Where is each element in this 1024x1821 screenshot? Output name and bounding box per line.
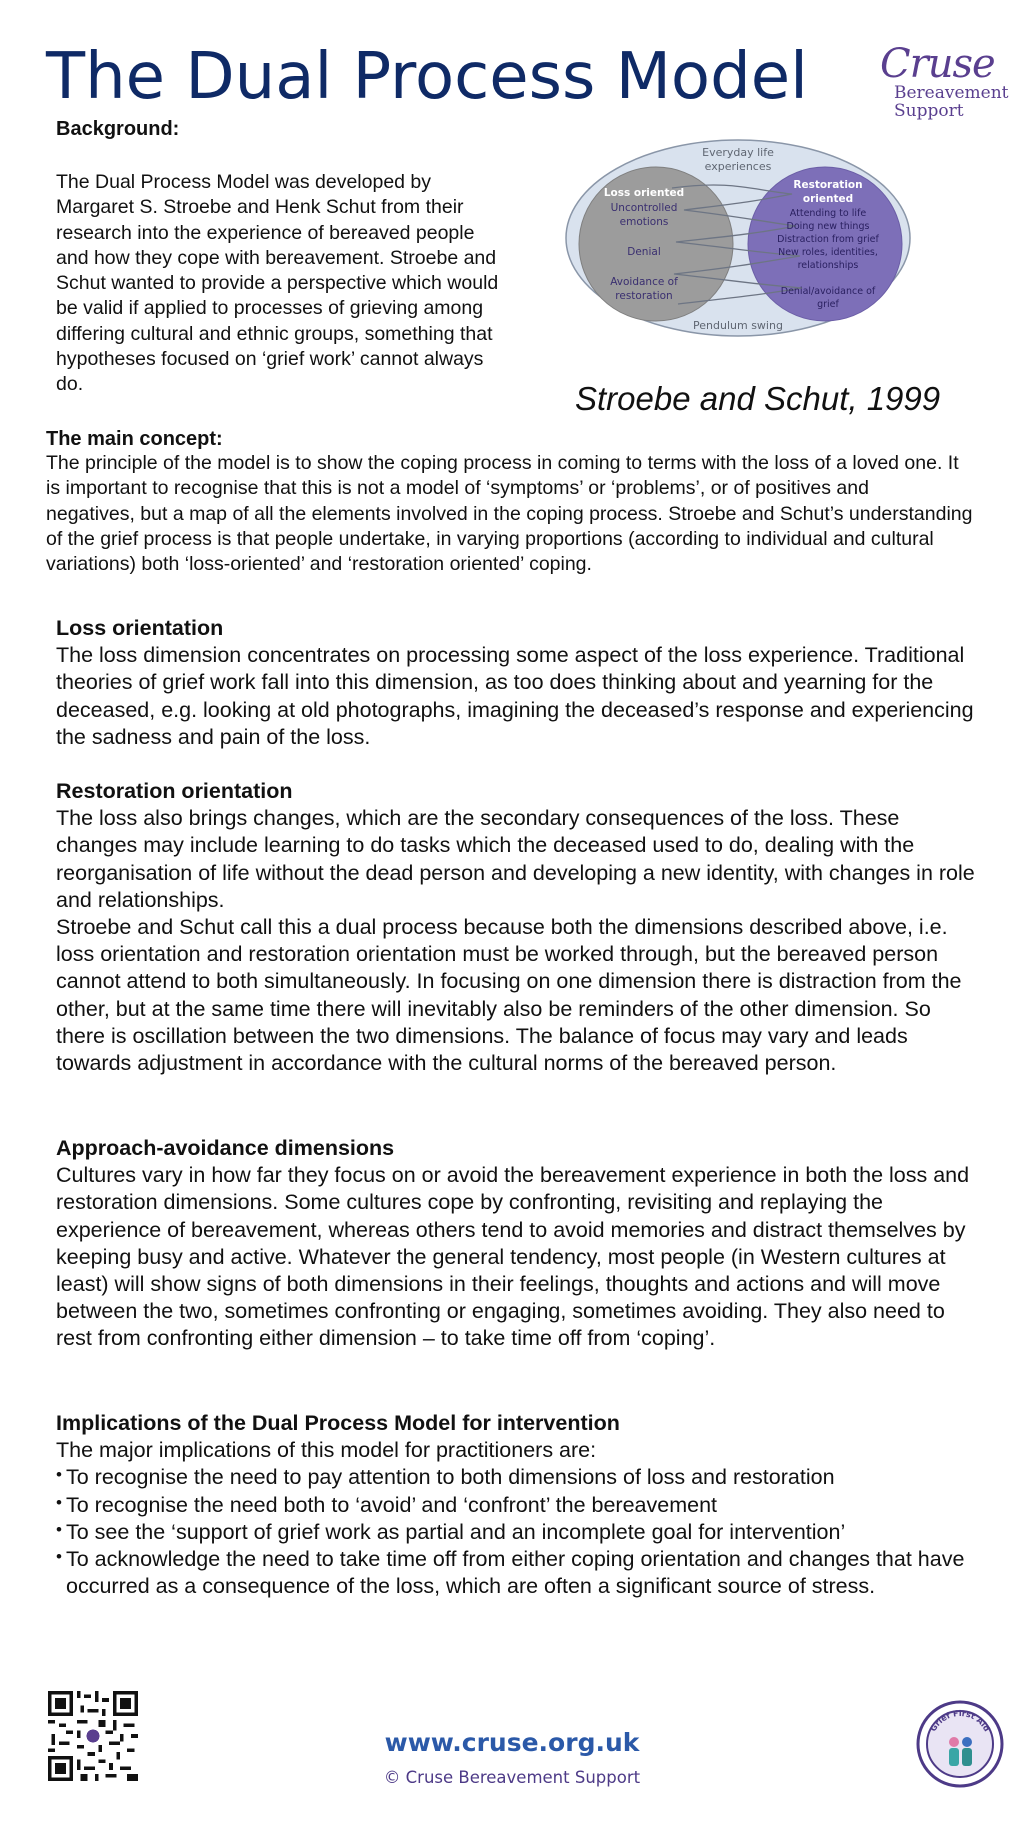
dual-process-diagram (562, 136, 914, 340)
implications-list (56, 1464, 976, 1600)
implication-item: • To acknowledge the need to take time off from either coping orientation and changes that have occurred as a consequence of the loss, which are often a significant source of stress. (56, 1546, 976, 1600)
loss-orientation-heading: Loss orientation (56, 616, 224, 640)
restoration-orientation-heading: Restoration orientation (56, 779, 293, 803)
restoration-label-5: New roles, identities, (778, 247, 878, 258)
implication-item: • To recognise the need both to ‘avoid’ and ‘confront’ the bereavement (56, 1492, 976, 1519)
background-heading: Background: (56, 118, 180, 140)
main-concept-text (46, 451, 976, 577)
loss-orientation-section (56, 615, 976, 751)
restoration-label-0: Restoration (793, 179, 863, 191)
cruse-logo (880, 41, 1009, 128)
logo-brand: Cruse (880, 41, 995, 87)
main-concept-heading: The main concept: (46, 428, 223, 450)
diagram-bottom-label: Pendulum swing (693, 319, 783, 332)
restoration-label-4: Distraction from grief (777, 234, 879, 245)
main-concept-paragraph-1: The principle of the model is to show the coping process in coming to terms with the loss of a loved one. It is important to recognise that this is not a model of ‘symptoms’ or ‘problems’, or of positives and (46, 452, 959, 500)
restoration-label-1: oriented (802, 193, 854, 205)
restoration-label-2: Attending to life (789, 208, 867, 219)
approach-avoidance-section (56, 1135, 976, 1353)
diagram-caption: Stroebe and Schut, 1999 (575, 380, 941, 417)
restoration-label-8: grief (817, 299, 839, 310)
implication-item: • To see the ‘support of grief work as partial and an incomplete goal for intervention’ (56, 1519, 976, 1546)
restoration-label-6: relationships (797, 260, 859, 271)
website-link[interactable]: www.cruse.org.uk (384, 1728, 640, 1757)
diagram-top-label-2: experiences (704, 160, 772, 173)
restoration-label-3: Doing new things (786, 221, 870, 232)
copyright-text: © Cruse Bereavement Support (383, 1768, 641, 1787)
logo-line1: Bereavement (894, 83, 1009, 103)
grief-first-aid-badge-icon (916, 1700, 1004, 1788)
loss-label-3: Denial (627, 246, 661, 258)
diagram-top-label-1: Everyday life (702, 146, 774, 159)
approach-avoidance-text: Cultures vary in how far they focus on or avoid the bereavement experience in both the loss and restoration dimensions. Some cultures cope by confronting, revisiting and replaying the experience of bereavement, whereas others tend to avoid memories and distract themselves by keeping busy and active. Whatever the general tendency, most people (in Western cultures at least) will show signs of both dimensions in their feelings, thoughts and actions and will move between the two, sometimes confronting or engaging, sometimes avoiding. They also need to rest from confronting either dimension – to take time off from ‘coping’. (56, 1163, 970, 1351)
implications-intro: The major implications of this model for practitioners are: (56, 1438, 597, 1463)
implications-section (56, 1410, 976, 1600)
loss-orientation-text: The loss dimension concentrates on processing some aspect of the loss experience. Traditional theories of grief work fall into this dimension, as too does thinking about and yearning for the deceased, e.g. looking at old photographs, imagining the deceased’s response and experiencing the sadness and pain of the loss. (56, 643, 974, 749)
loss-label-0: Loss oriented (603, 187, 685, 199)
loss-label-4: Avoidance of (610, 276, 678, 288)
restoration-orientation-text-1: The loss also brings changes, which are the secondary consequences of the loss. These changes may include learning to do tasks which the deceased used to do, dealing with the reorganisation of life without the dead person and developing a new identity, with changes in role and relationships. (56, 806, 975, 912)
loss-label-1: Uncontrolled (610, 202, 678, 214)
implications-heading: Implications of the Dual Process Model for intervention (56, 1411, 620, 1435)
badge-text: Grief First Aid (928, 1708, 992, 1734)
loss-label-5: restoration (615, 290, 673, 302)
implication-item: • To recognise the need to pay attention to both dimensions of loss and restoration (56, 1464, 976, 1491)
restoration-label-7: Denial/avoidance of (780, 286, 876, 297)
restoration-orientation-text-2: Stroebe and Schut call this a dual process because both the dimensions described above, i.e. loss orientation and restoration orientation must be worked through, but the bereaved person cannot attend to both simultaneously. In focusing on one dimension there is distraction from the other, but at the same time there will inevitably also be reminders of the other dimension. So there is oscillation between the two dimensions. The balance of focus may vary and leads towards adjustment in accordance with the cultural norms of the bereaved person. (56, 915, 962, 1076)
restoration-orientation-section (56, 778, 976, 1077)
background-text: The Dual Process Model was developed by Margaret S. Stroebe and Henk Schut from their research into the experience of bereaved people and how they cope with bereavement. Stroebe and Schut wanted to provide a perspective which would be valid if applied to processes of grieving among differing cultural and ethnic groups, something that hypotheses focused on ‘grief work’ cannot always do. (56, 171, 499, 396)
approach-avoidance-heading: Approach-avoidance dimensions (56, 1136, 395, 1160)
logo-line2: Support (894, 101, 964, 121)
loss-label-2: emotions (619, 216, 669, 228)
page-title: The Dual Process Model (46, 40, 808, 114)
main-concept-paragraph-2: negatives, but a map of all the elements involved in the coping process. Stroebe and Schut’s understanding of the grief process is that people undertake, in varying proportions (according to individual and cultural variations) both ‘loss-oriented’ and ‘restoration oriented’ coping. (46, 502, 973, 576)
